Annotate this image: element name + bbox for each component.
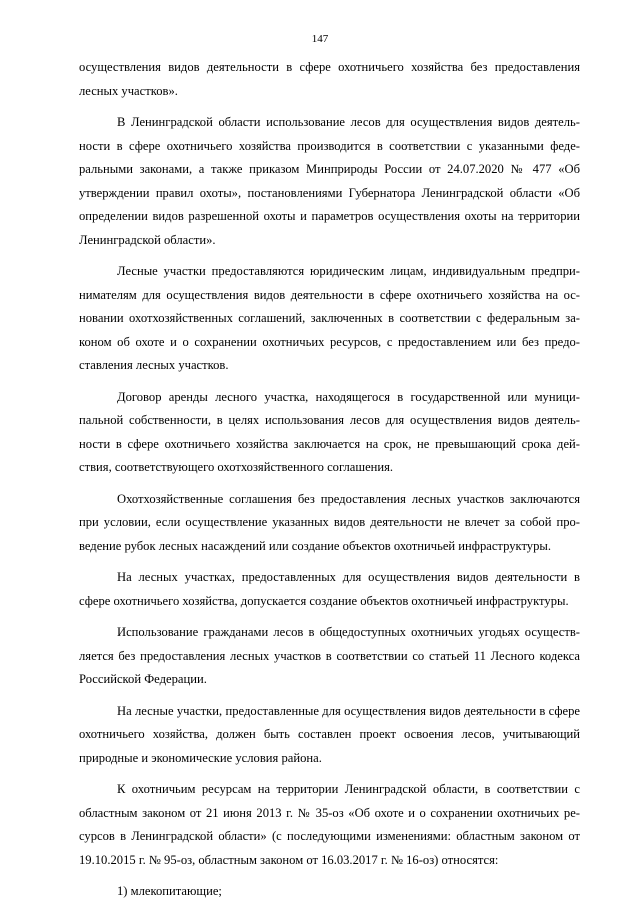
paragraph-plot-provision: Лесные участки предоставляются юридическим лицам, индивидуальным предпринимателям для осуществления видов деятельности в сфере охотничьего хозяйства на основании охотхозяйственных соглашений, заключенных в соответствии с федеральным законом об охоте и о сохранении охотничьих ресурсов, с предоставлением или без предоставления лесных участков. xyxy=(79,264,580,372)
list-item-mammals: 1) млекопитающие; xyxy=(117,884,222,898)
paragraph-continuation: осуществления видов деятельности в сфере охотничьего хозяйства без предоставления лесных участков». xyxy=(79,60,580,98)
page-body xyxy=(79,56,580,904)
paragraph-hunting-resources: К охотничьим ресурсам на территории Ленинградской области, в соответствии с областным законом от 21 июня 2013 г. № 35-оз «Об охоте и о сохранении охотничьих ресурсов в Ленинградской области» (с последующими изменениями: областным законом от 19.10.2015 г. № 95-оз, областным законом от 16.03.2017 г. № 16-оз) относятся: xyxy=(79,782,580,867)
paragraph-public-grounds: Использование гражданами лесов в общедоступных охотничьих угодьях осуществляется без предоставления лесных участков в соответствии со статьей 11 Лесного кодекса Российской Федерации. xyxy=(79,625,580,686)
paragraph-hunting-regulation: В Ленинградской области использование лесов для осуществления видов деятельности в сфере охотничьего хозяйства производится в соответствии с указанными федеральными законами, а также приказом Минприроды России от 24.07.2020 № 477 «Об утверждении правил охоты», постановлениями Губернатора Ленинградской области «Об определении видов разрешенной охоты и параметров осуществления охоты на территории Ленинградской области». xyxy=(79,115,580,247)
page-number: 147 xyxy=(311,33,329,45)
paragraph-lease-agreement: Договор аренды лесного участка, находящегося в государственной или муниципальной собственности, в целях использования лесов для осуществления видов деятельности в сфере охотничьего хозяйства заключается на срок, не превышающий срока действия, соответствующего охотхозяйственного соглашения. xyxy=(79,389,580,474)
paragraph-infrastructure: На лесных участках, предоставленных для осуществления видов деятельности в сфере охотничьего хозяйства, допускается создание объектов охотничьей инфраструктуры. xyxy=(79,570,580,608)
paragraph-agreements-without-plots: Охотхозяйственные соглашения без предоставления лесных участков заключаются при условии, если осуществление указанных видов деятельности не влечет за собой проведение рубок лесных насаждений или создание объектов охотничьей инфраструктуры. xyxy=(79,491,580,553)
paragraph-development-project: На лесные участки, предоставленные для осуществления видов деятельности в сфере охотничьего хозяйства, должен быть составлен проект освоения лесов, учитывающий природные и экономические условия района. xyxy=(79,703,580,765)
